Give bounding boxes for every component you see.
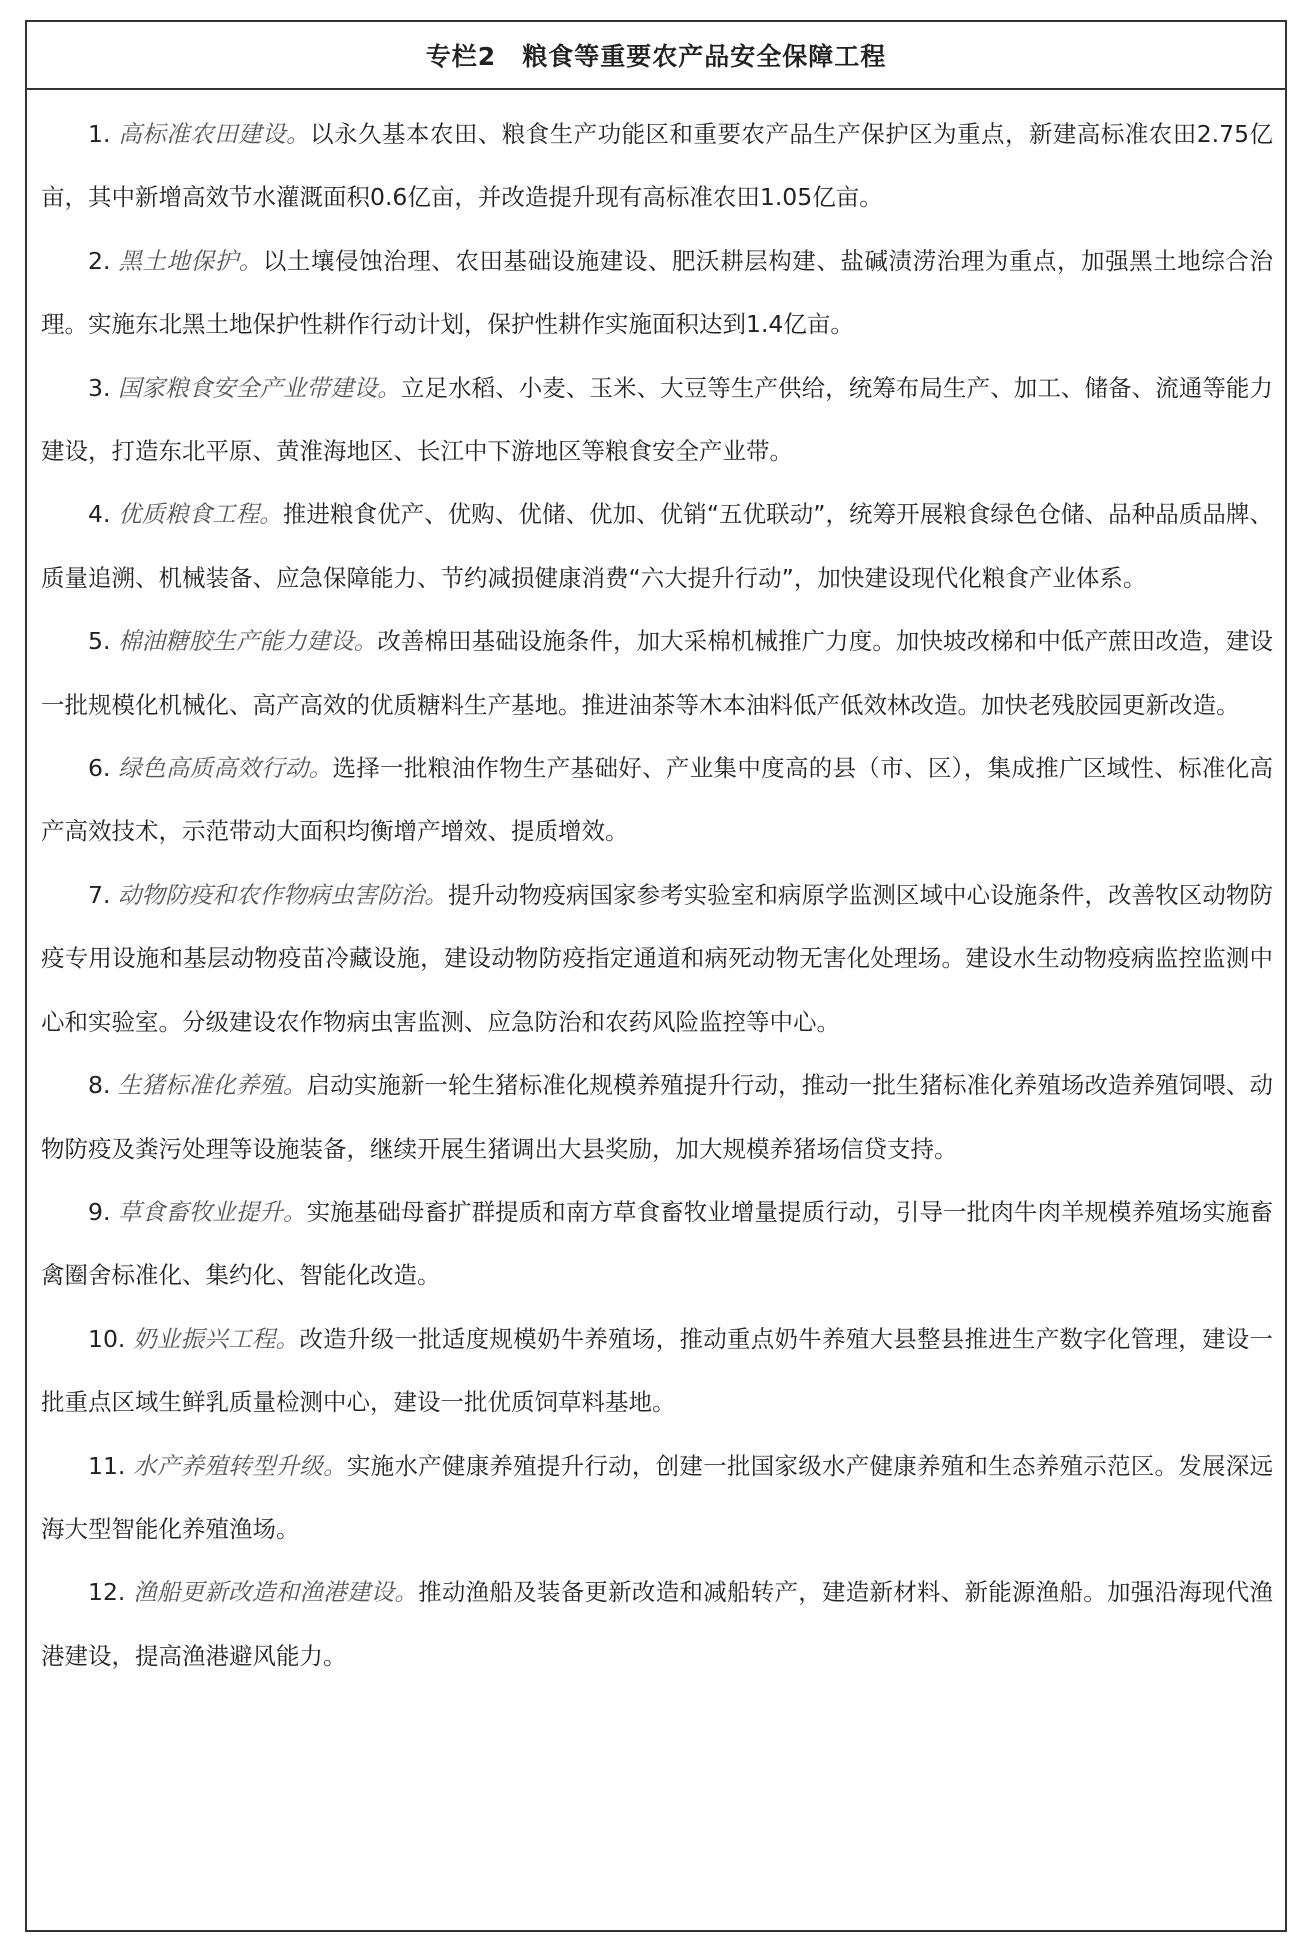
- item-text: 启动实施新一轮生猪标准化规模养殖提升行动，推动一批生猪标准化养殖场改造养殖饲喂、动物防疫及粪污处理等设施装备，继续开展生猪调出大县奖励，加大规模养猪场信贷支持。: [41, 1071, 1273, 1163]
- project-item: [41, 357, 1273, 484]
- item-text: 实施水产健康养殖提升行动，创建一批国家级水产健康养殖和生态养殖示范区。发展深远海大型智能化养殖渔场。: [41, 1451, 1274, 1543]
- item-heading: 水产养殖转型升级。: [133, 1451, 347, 1480]
- item-heading: 高标准农田建设。: [118, 120, 311, 148]
- item-text: 立足水稻、小麦、玉米、大豆等生产供给，统筹布局生产、加工、储备、流通等能力建设，打造东北平原、黄淮海地区、长江中下游地区等粮食安全产业带。: [41, 373, 1273, 466]
- item-number: 11.: [88, 1451, 134, 1480]
- item-number: 4.: [88, 500, 118, 529]
- project-item: [41, 737, 1273, 864]
- item-heading: 渔船更新改造和渔港建设。: [133, 1578, 419, 1607]
- project-item: [41, 1435, 1273, 1562]
- project-item: [41, 483, 1273, 610]
- project-item: [41, 103, 1273, 230]
- item-text: 推动渔船及装备更新改造和减船转产，建造新材料、新能源渔船。加强沿海现代渔港建设，提高渔港避风能力。: [41, 1578, 1274, 1670]
- column-header: [27, 22, 1285, 90]
- column-body: [27, 90, 1285, 1688]
- column-title: 专栏2 粮食等重要农产品安全保障工程: [425, 42, 887, 71]
- item-text: 选择一批粮油作物生产基础好、产业集中度高的县（市、区），集成推广区域性、标准化高产高效技术，示范带动大面积均衡增产增效、提质增效。: [41, 754, 1274, 846]
- item-heading: 草食畜牧业提升。: [117, 1197, 307, 1226]
- column-box: [25, 20, 1287, 1932]
- project-item: [41, 864, 1273, 1054]
- item-text: 实施基础母畜扩群提质和南方草食畜牧业增量提质行动，引导一批肉牛肉羊规模养殖场实施畜禽圈舍标准化、集约化、智能化改造。: [41, 1197, 1273, 1290]
- item-number: 9.: [88, 1197, 118, 1226]
- item-text: 推进粮食优产、优购、优储、优加、优销“五优联动”，统筹开展粮食绿色仓储、品种品质品牌、质量追溯、机械装备、应急保障能力、节约减损健康消费“六大提升行动”，加快建设现代化粮食产业体系。: [41, 500, 1273, 592]
- item-number: 5.: [88, 627, 118, 656]
- item-number: 2.: [88, 246, 119, 275]
- item-text: 改造升级一批适度规模奶牛养殖场，推动重点奶牛养殖大县整县推进生产数字化管理，建设一批重点区域生鲜乳质量检测中心，建设一批优质饲草料基地。: [41, 1324, 1274, 1417]
- item-number: 8.: [88, 1071, 118, 1100]
- item-heading: 黑土地保护。: [118, 246, 263, 275]
- item-number: 6.: [88, 754, 119, 783]
- project-item: [41, 1308, 1273, 1435]
- item-text: 以永久基本农田、粮食生产功能区和重要农产品生产保护区为重点，新建高标准农田2.75亿亩，其中新增高效节水灌溉面积0.6亿亩，并改造提升现有高标准农田1.05亿亩。: [41, 120, 1273, 212]
- item-number: 3.: [88, 373, 118, 402]
- item-heading: 生猪标准化养殖。: [117, 1071, 307, 1100]
- item-heading: 动物防疫和农作物病虫害防治。: [117, 880, 448, 909]
- item-number: 10.: [88, 1324, 134, 1353]
- item-text: 提升动物疫病国家参考实验室和病原学监测区域中心设施条件，改善牧区动物防疫专用设施和基层动物疫苗冷藏设施，建设动物防疫指定通道和病死动物无害化处理场。建设水生动物疫病监控监测中心和实验室。分级建设农作物病虫害监测、应急防治和农药风险监控等中心。: [41, 880, 1273, 1036]
- item-heading: 奶业振兴工程。: [133, 1324, 300, 1353]
- item-heading: 国家粮食安全产业带建设。: [117, 373, 401, 402]
- item-text: 以土壤侵蚀治理、农田基础设施建设、肥沃耕层构建、盐碱渍涝治理为重点，加强黑土地综合治理。实施东北黑土地保护性耕作行动计划，保护性耕作实施面积达到1.4亿亩。: [41, 246, 1274, 339]
- project-item: [41, 1561, 1273, 1688]
- project-item: [41, 1181, 1273, 1308]
- item-heading: 棉油糖胶生产能力建设。: [117, 627, 378, 656]
- item-number: 1.: [88, 120, 119, 148]
- item-text: 改善棉田基础设施条件，加大采棉机械推广力度。加快坡改梯和中低产蔗田改造，建设一批规模化机械化、高产高效的优质糖料生产基地。推进油茶等木本油料低产低效林改造。加快老残胶园更新改造。: [41, 627, 1273, 719]
- project-item: [41, 230, 1273, 357]
- project-item: [41, 610, 1273, 737]
- project-item: [41, 1054, 1273, 1181]
- item-heading: 优质粮食工程。: [117, 500, 283, 529]
- item-number: 7.: [88, 880, 118, 909]
- item-heading: 绿色高质高效行动。: [118, 754, 333, 783]
- item-number: 12.: [88, 1578, 134, 1607]
